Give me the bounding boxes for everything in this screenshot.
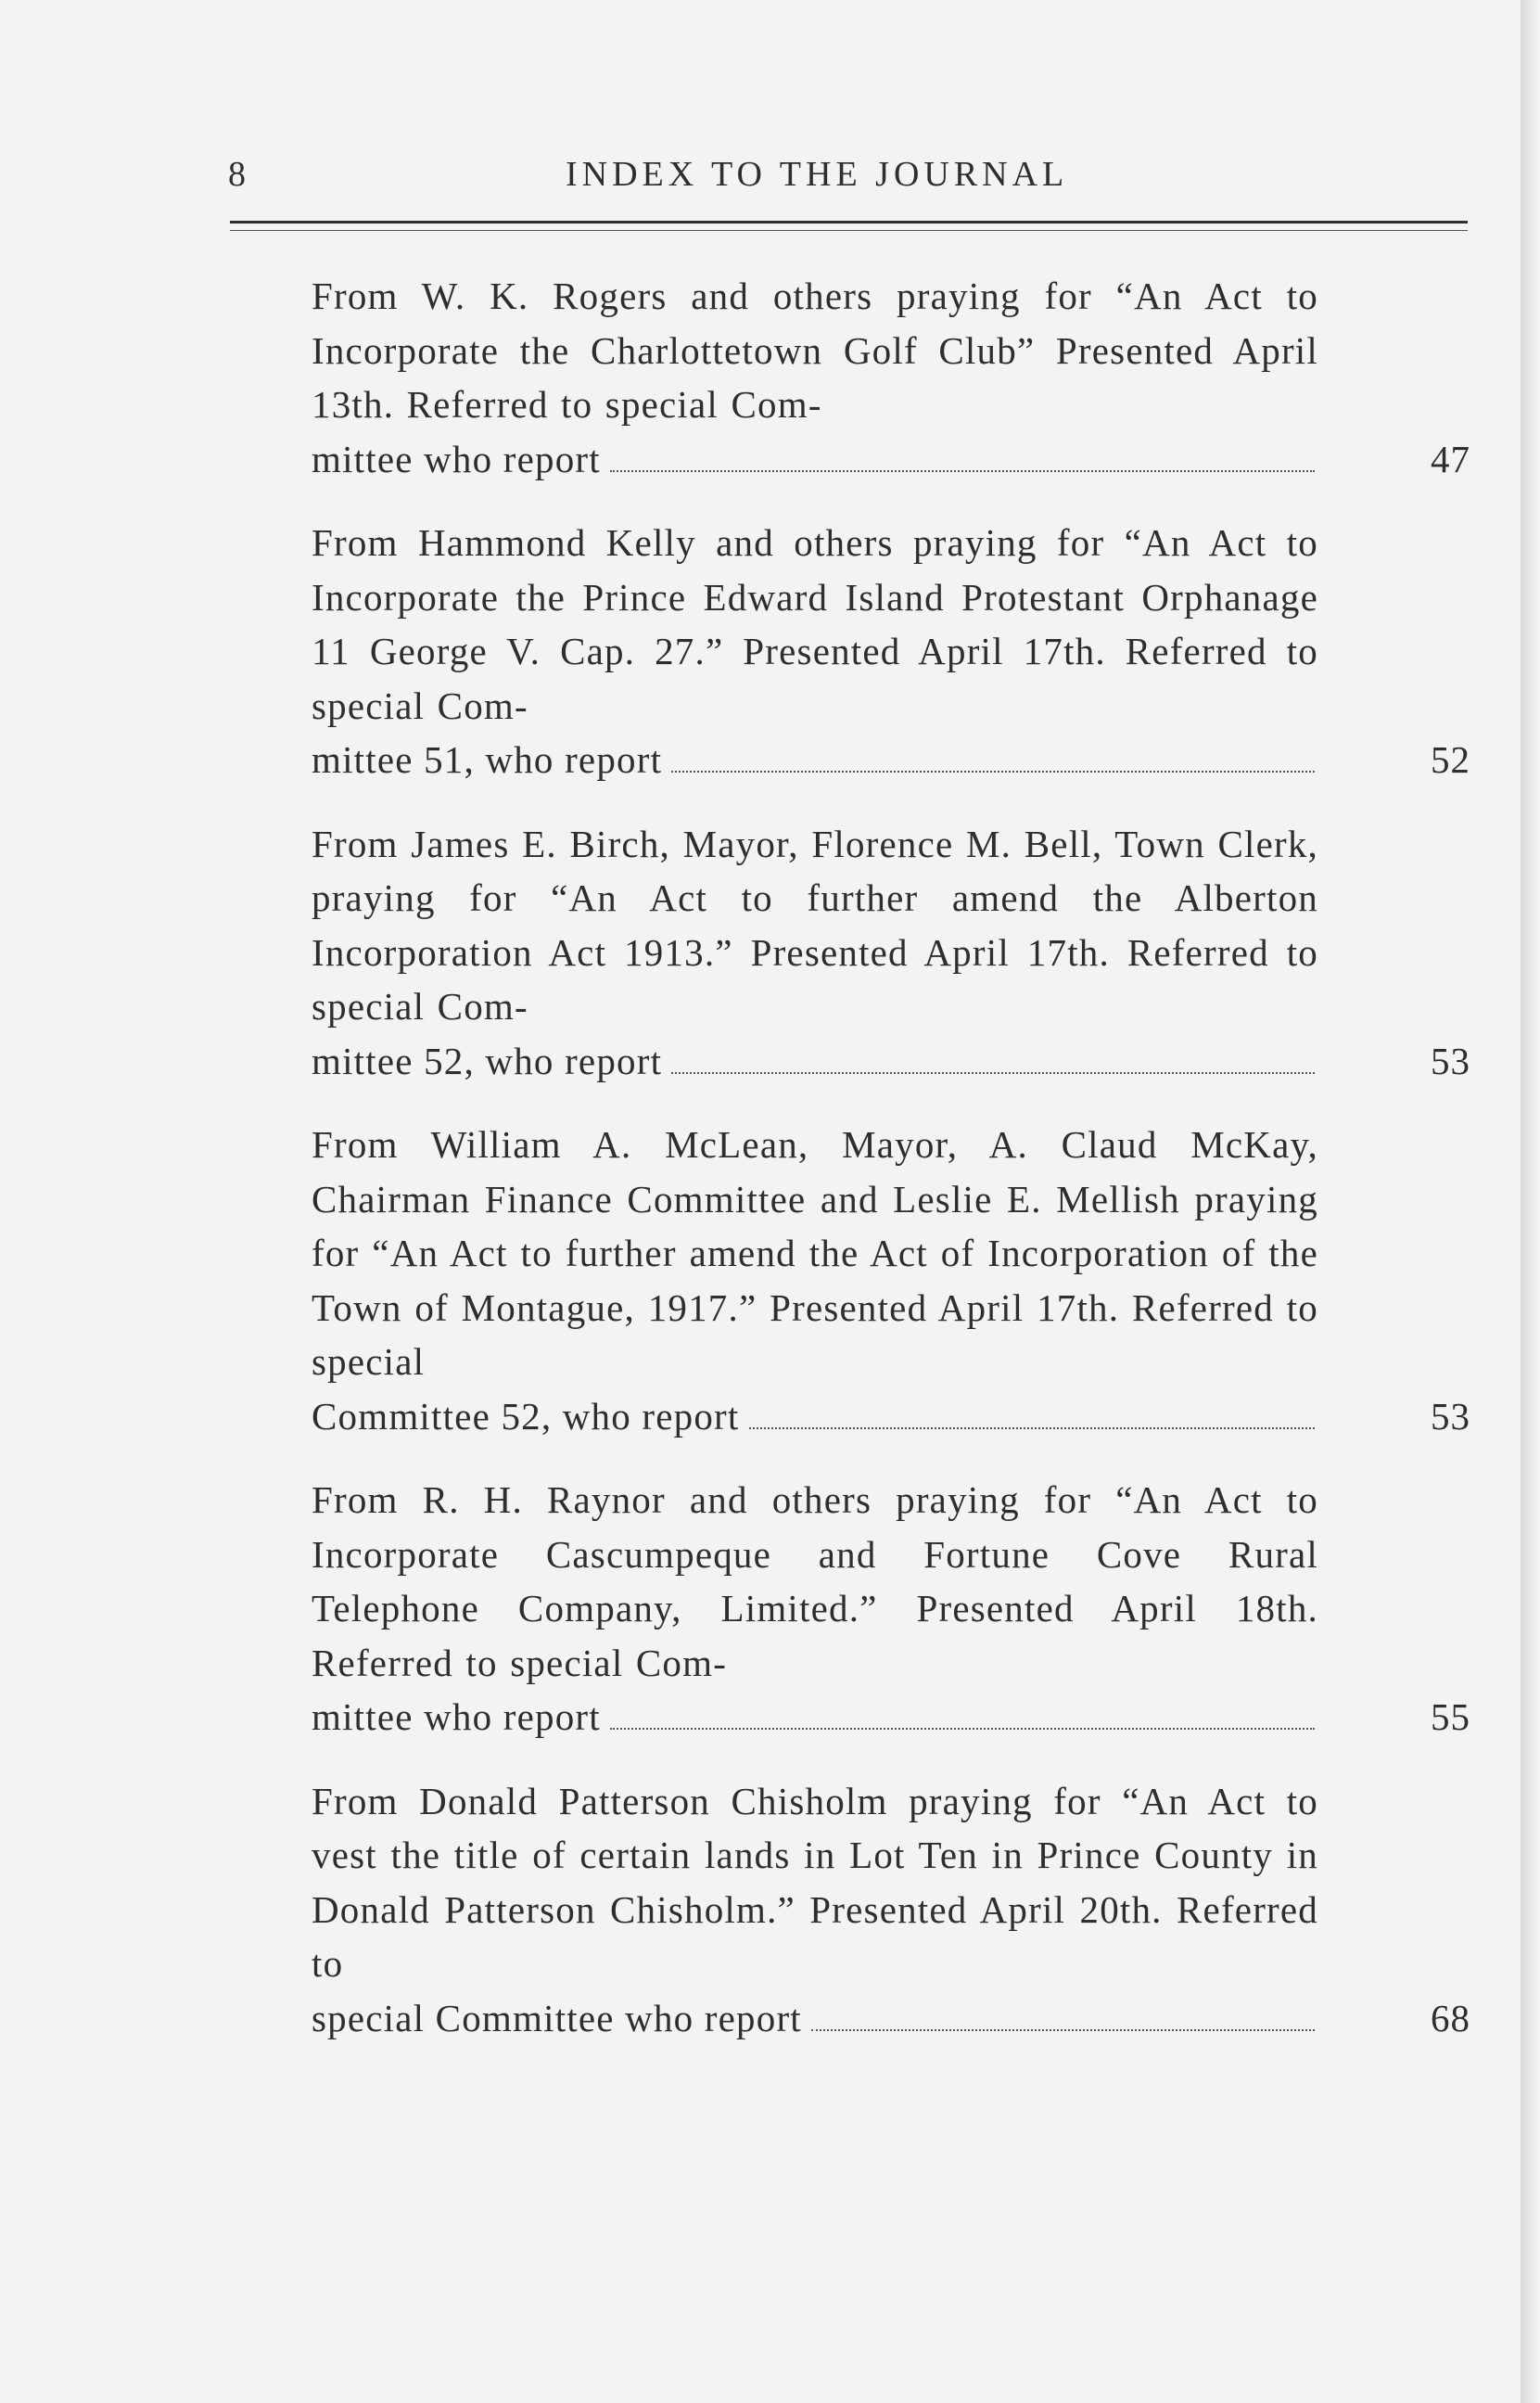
page-reference: 68 (1431, 1996, 1470, 2039)
entry-text: From R. H. Raynor and others praying for “An Act to Incorporate Cascumpeque and Fortune Cove Rural Telephone Company, Limited.” Presented April 18th. Referred to special Com- (312, 1478, 1318, 1684)
index-entry (312, 1118, 1470, 1443)
page-number: 8 (228, 155, 247, 194)
entry-last-line-text: mittee 51, who report (312, 738, 663, 781)
entry-text: From Donald Patterson Chisholm praying for “An Act to vest the title of certain lands in Lot Ten in Prince County in Donald Patterson Chisholm.” Presented April 20th. Referred to (312, 1779, 1318, 1985)
index-entries (312, 269, 1470, 2075)
page-reference: 53 (1431, 1039, 1470, 1082)
index-entry (312, 516, 1470, 787)
header-rule (230, 221, 1468, 224)
leader-dots (671, 770, 1315, 773)
index-entry (312, 817, 1470, 1089)
index-entry (312, 1473, 1470, 1745)
entry-last-line-text: mittee who report (312, 1695, 601, 1738)
leader-dots (610, 1727, 1315, 1730)
leader-dots (749, 1426, 1315, 1429)
entry-text: From W. K. Rogers and others praying for “An Act to Incorporate the Charlottetown Golf Club” Presented April 13th. Referred to special Com- (312, 275, 1318, 426)
running-title: INDEX TO THE JOURNAL (566, 155, 1069, 194)
leader-dots (610, 469, 1315, 472)
entry-text: From Hammond Kelly and others praying for “An Act to Incorporate the Prince Edward Island Protestant Orphanage 11 George V. Cap. 27.” Presented April 17th. Referred to special Com- (312, 521, 1318, 727)
page-reference: 53 (1431, 1394, 1470, 1438)
leader-dots (811, 2028, 1315, 2031)
index-entry (312, 269, 1470, 486)
entry-last-line (312, 1690, 1318, 1745)
entry-last-line-text: mittee who report (312, 437, 601, 480)
index-entry (312, 1774, 1470, 2046)
entry-text: From James E. Birch, Mayor, Florence M. Bell, Town Clerk, praying for “An Act to further amend the Alberton Incorporation Act 1913.” Presented April 17th. Referred to special Com- (312, 822, 1318, 1028)
entry-last-line (312, 1389, 1318, 1444)
leader-dots (671, 1071, 1315, 1074)
header-rule-thin (230, 230, 1468, 231)
page-reference: 52 (1431, 738, 1470, 781)
entry-text: From William A. McLean, Mayor, A. Claud McKay, Chairman Finance Committee and Leslie E. Mellish praying for “An Act to further amend the Act of Incorporation of the Town of Montague, 1917.” Presented April 17th. Referred to special (312, 1123, 1318, 1383)
entry-last-line (312, 1991, 1318, 2046)
entry-last-line-text: special Committee who report (312, 1996, 802, 2039)
entry-last-line (312, 1034, 1318, 1089)
entry-last-line (312, 733, 1318, 787)
entry-last-line-text: mittee 52, who report (312, 1039, 663, 1082)
page-reference: 55 (1431, 1695, 1470, 1738)
entry-last-line (312, 432, 1318, 487)
page-reference: 47 (1431, 437, 1470, 480)
page-edge-shadow (1521, 0, 1540, 2403)
entry-last-line-text: Committee 52, who report (312, 1394, 740, 1438)
